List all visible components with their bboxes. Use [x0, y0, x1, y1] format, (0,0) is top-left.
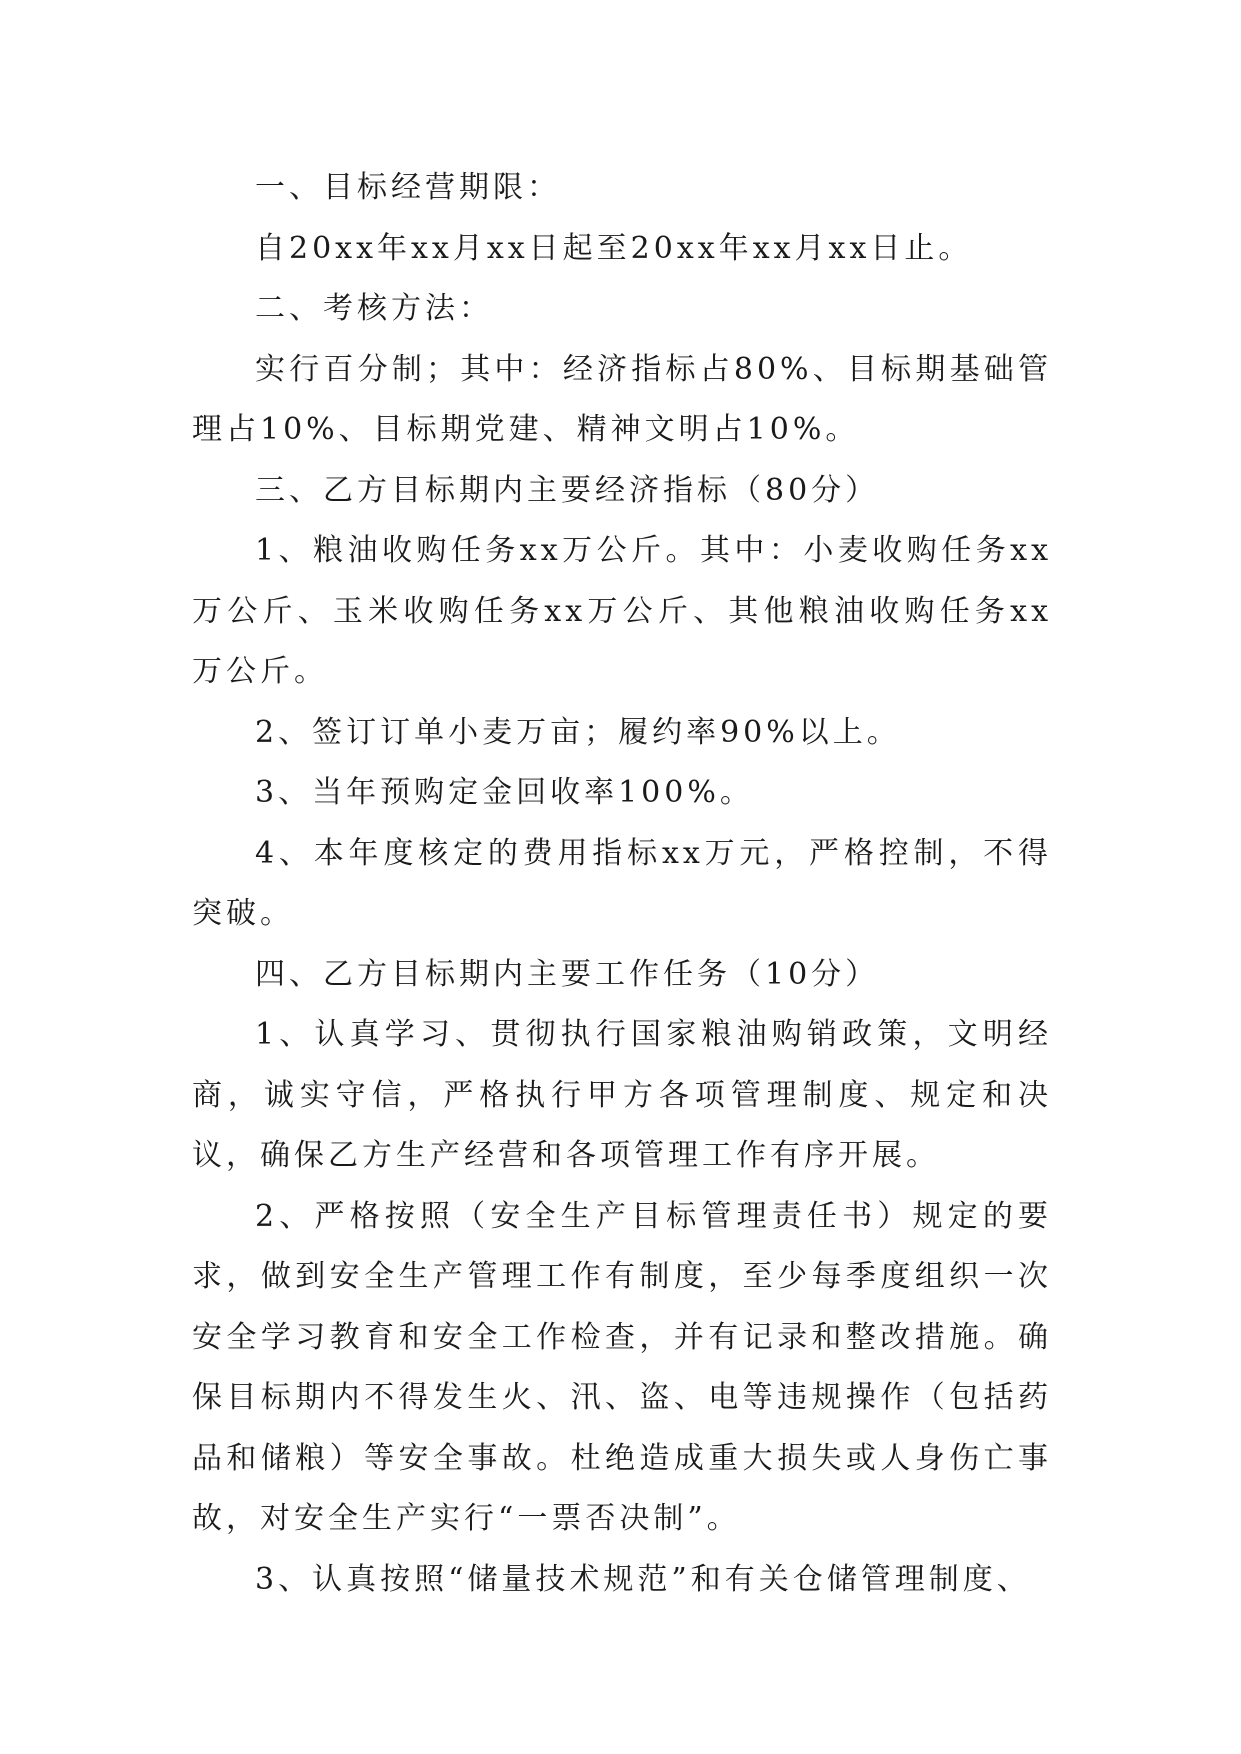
list-item-wheat-orders: 2、签订订单小麦万亩；履约率90%以上。: [255, 714, 901, 750]
section-heading-period: 一、目标经营期限：: [255, 170, 561, 205]
list-item-purchase-task: 1、粮油收购任务xx万公斤。其中：小麦收购任务xx万公斤、玉米收购任务xx万公斤、其他粮油收购任务xx万公斤。: [192, 533, 1052, 689]
paragraph-scoring: 实行百分制；其中：经济指标占80%、目标期基础管理占10%、目标期党建、精神文明占10%。: [192, 351, 1052, 447]
paragraph-period-dates: 自20xx年xx月xx日起至20xx年xx月xx日止。: [255, 230, 973, 266]
section-heading-work-tasks: 四、乙方目标期内主要工作任务（10分）: [255, 956, 880, 992]
section-heading-economic-indicators: 三、乙方目标期内主要经济指标（80分）: [255, 472, 880, 508]
list-item-storage-standards: 3、认真按照“储量技术规范”和有关仓储管理制度、: [255, 1561, 1031, 1597]
document-body: [192, 158, 1052, 1610]
list-item-deposit-recovery: 3、当年预购定金回收率100%。: [255, 775, 754, 810]
list-item-safety-production: 2、严格按照（安全生产目标管理责任书）规定的要求，做到安全生产管理工作有制度，至少每季度组织一次安全学习教育和安全工作检查，并有记录和整改措施。确保目标期内不得发生火、汛、盗、电等违规操作（包括药品和储粮）等安全事故。杜绝造成重大损失或人身伤亡事故，对安全生产实行“一票否决制”。: [192, 1198, 1052, 1536]
section-heading-assessment: 二、考核方法：: [255, 291, 493, 326]
list-item-expense-limit: 4、本年度核定的费用指标xx万元，严格控制，不得突破。: [192, 835, 1052, 931]
list-item-policy-compliance: 1、认真学习、贯彻执行国家粮油购销政策，文明经商，诚实守信，严格执行甲方各项管理制度、规定和决议，确保乙方生产经营和各项管理工作有序开展。: [192, 1017, 1052, 1173]
